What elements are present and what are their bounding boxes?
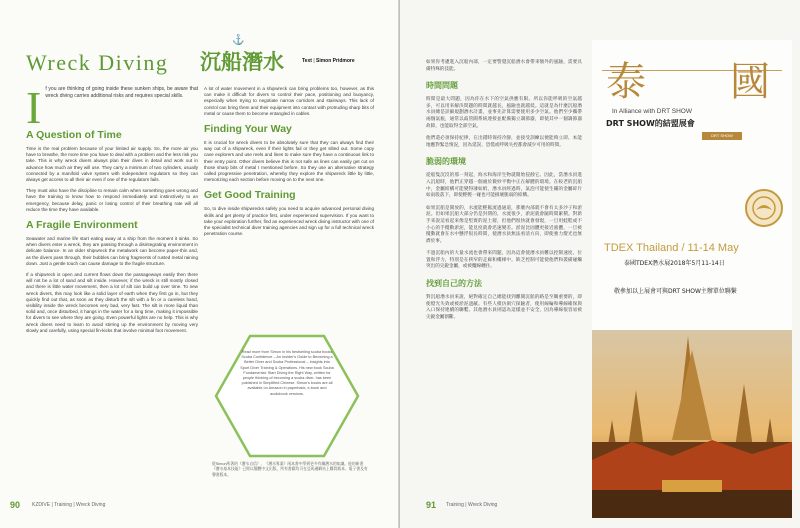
page-number-right: 91 [426,500,437,510]
paragraph: Time is the real problem because of your limited air supply. So, the more air you have to breathe, the more time you have to deal with a problem and the less risk you take. This is why wreck divers always plan their dives in detail and work out in advance how much air they will use. They carry a minimum of two cylinders, usually connected by a manifold valve system with independent regulators so they can always get access to all their air even if one of the regulators fails. [26,146,198,183]
paragraph-zh: 從船隻沉沒的那一刻起，海水和海洋生物就開始侵蝕它。因此，當潛水員進入沉船時，他們正穿越一個處於微妙平衡中正在解體的環境。在較老的沉船中，金屬結構可能變得薄如紙，潛水員經過時，氣泡可能使生鏽的金屬碎片如雨般落下，即使輕輕一碰也可能損壞脆弱的結構。 [426,173,582,199]
ad-invite: 敬參加以上展會可與DRT SHOW主辦單位聯繫 [614,288,737,295]
page-number: 90 [10,500,21,510]
anchor-icon: ⚓ [232,35,245,46]
ad-alliance: In Alliance with DRT SHOW [612,108,692,115]
ad-char-country: 國 [730,59,770,105]
text-column-zh [426,60,582,327]
paragraph-zh: 如果你考慮進入沉船內部，一定要警覺沉船潛水會帶來額外的風險，需要具備特殊的技能。 [426,60,582,72]
text-column-2 [204,86,374,242]
ad-char-thai: 泰 [606,59,646,105]
promo-text-zh: 從Simon所著的《潛水自信》、《潛水專業》兩本書中學到更多有關潛水的知識。他的新書《潛水基本技能》已經以簡體中文出版，所有書籍均可在亞馬遜網站上購買紙本、電子書及有聲書版本。 [212,462,368,477]
ad-tdex-zh: 泰國TDEX潛水展2018年5月11-14日 [624,260,725,267]
ad-meeting: DRT SHOW的結盟展會 [606,119,695,128]
paragraph: If a shipwreck is open and current flows down the passageways easily then there will not be a lot of sand and silt inside. However, if the wreck is still mostly closed and there is little water movement, then a lot of silt can build up over time. To new wreck divers, this may look like a solid layer of earth when they first go in, but they quickly find out that, as soon as they disturb the silt with a fin or a careless hand, visibility inside the wreck becomes very bad, very fast. The silt is more liquid than solid and, once disturbed, it hangs in the water for a long time, making it impossible for divers to see where they are going. Even powerful lights are no help. This is why wreck divers need to learn to avoid stirring up the environment by moving very slowly and carefully, using special fin-kicks that involve minimal foot movement. [26,272,198,333]
heading-time-problem: 時間問題 [426,81,458,91]
thai-temple-photo [592,330,792,518]
paragraph: It is crucial for wreck divers to be absolutely sure that they can always find their way out of a shipwreck, even if their lights fail or they get silted out. Some copy cave explorers and use reels and lines to make sure they have a continuous link to their entry point. Other divers believe this is not safe as lines can easily get cut on those sharp bits of metal I mentioned before. So they use an alternative strategy called progressive penetration, whereby they explore the shipwreck little by little, memorizing each section before moving on to the next one. [204,140,374,183]
heading-fragile-env-zh: 脆弱的環境 [426,157,466,167]
ad-tdex-title: TDEX Thailand / 11-14 May [604,242,739,254]
drt-show-advert [592,40,792,518]
heading-get-good-training: Get Good Training [204,189,296,202]
byline: Text | Simon Pridmore [302,58,355,64]
article-title-en: Wreck Diving [26,50,169,75]
paragraph: They must also have the discipline to remain calm when something goes wrong and have the training to know how to respond immediately and instinctively to an emergency, because delay, panic or losing control of their breathing rate will all reduce the time they have available. [26,188,198,212]
footer-section: KZDIVE | Training | Wreck Diving [32,502,106,508]
heading-finding-your-way: Finding Your Way [204,123,292,136]
drop-cap: I [26,82,42,133]
byline-label: Text [302,58,312,64]
paragraph-zh: 如果沉船是開放的，水流能輕鬆流過通道，那麼內部就不會有太多沙子和淤泥。但如果沉船大部分仍是封閉的，水流很少，淤泥就會隨時間累積。對新手來說這看起來像是堅實的泥土層，但他們很快就會發現，一旦用蛙鞋或不小心的手攪動淤泥，能見度就會迅速變差。淤泥比固體更接近液體，一旦被攪動就會在水中懸浮很長時間，使潛水員無法看清方向，即使強力燈光也無濟於事。 [426,205,582,244]
tdex-logo-icon [744,188,784,228]
ad-badge: DRT SHOW [702,132,742,140]
intro-paragraph: I f you are thinking of going inside these sunken ships, be aware that wreck diving carries additional risks and requires special skills. [26,82,198,133]
paragraph-zh: 他們還必須保持紀律，在出錯時保持冷靜，並接受訓練以便能夠立即、本能地應對緊急情況，因為延誤、恐慌或呼吸失控都會減少可用的時間。 [426,136,582,148]
book-promo-hexagon [212,332,362,460]
text-column-1 [26,82,198,339]
heading-fragile-environment: A Fragile Environment [26,219,138,232]
heading-find-way-zh: 找到自己的方法 [426,279,482,289]
page-footer-left [10,500,390,512]
paragraph-zh: 時間是最大問題，因為你在水下的空氣供應有限。所以你能呼吸的空氣越多，可以用來解決問題的時間就越長，風險也就越低。這就是為什麼沉船潛水員總是詳細規劃潛水計畫，並事先計算需要使用多少空氣。他們至少攜帶兩個氣瓶，通常以歧管閥系統連接並配備獨立調節器，即使其中一個調節器故障，也能取得全部空氣。 [426,97,582,129]
footer-section-right: Training | Wreck Diving [446,502,498,508]
heading-question-of-time: A Question of Time [26,129,122,141]
paragraph-zh: 不過沉船內的大量水流也會帶來問題，因為這會使潛水員難以控制速度、位置和浮力，特別是在狹窄的走廊和樓梯中。缺乏控制可能使他們和裝備碰觸突出的尖銳金屬，或被纜線纏住。 [426,251,582,270]
article-title-zh: 沉船潛水 [200,50,284,74]
paragraph: So, to dive inside shipwrecks safely you need to acquire advanced personal diving skills and get plenty of practice first, under experienced supervision. If you want to take your exploration further, find an experienced wreck diving instructor with one of the specialist technical diver training agencies and sign up for a full technical wreck penetration course. [204,206,374,237]
paragraph: A lot of water movement in a shipwreck can bring problems too, however, as this can make it difficult for divers to control their pace, positioning and buoyancy, especially when trying to negotiate narrow corridors and stairways. This lack of control can bring them and their equipment into contact with protruding sharp bits of metal or cause them to become entangled in cables. [204,86,374,116]
promo-text: Read more from Simon in his bestselling scuba books Scuba Confidence – An Insider's Guide to Becoming a Better Diver and Scuba Professional – Insights into Sport Diver Training & Operations. His new book Scuba Fundamental: Start Diving the Right Way, written for people thinking of becoming a scuba diver, has been published in Simplified Chinese. Simon's books are all available on Amazon in paperback, e-book and audiobook versions. [240,350,334,396]
paragraph: Seawater and marine life start eating away at a ship from the moment it sinks. So when divers enter a wreck, they are passing through a disintegrating environment in delicate balance. In an older shipwreck the metalwork can become paper-thin and, as the divers pass through, their bubbles can bring fragments of rusted metal raining down. Just a gentle touch can cause damage to the fragile structure. [26,236,198,266]
paragraph-zh: 對沉船潛水員來說，絕對確定自己總能找到離開沉船的路是至關重要的，即使燈光失效或被淤泥遮蔽。有些人模仿洞穴探險者，使用線輪和導線確保與入口保持連續的聯繫。其他潛水員則認為這樣並不安全，因為導線很容易被尖銳金屬割斷。 [426,295,582,320]
byline-author: Simon Pridmore [316,58,355,64]
